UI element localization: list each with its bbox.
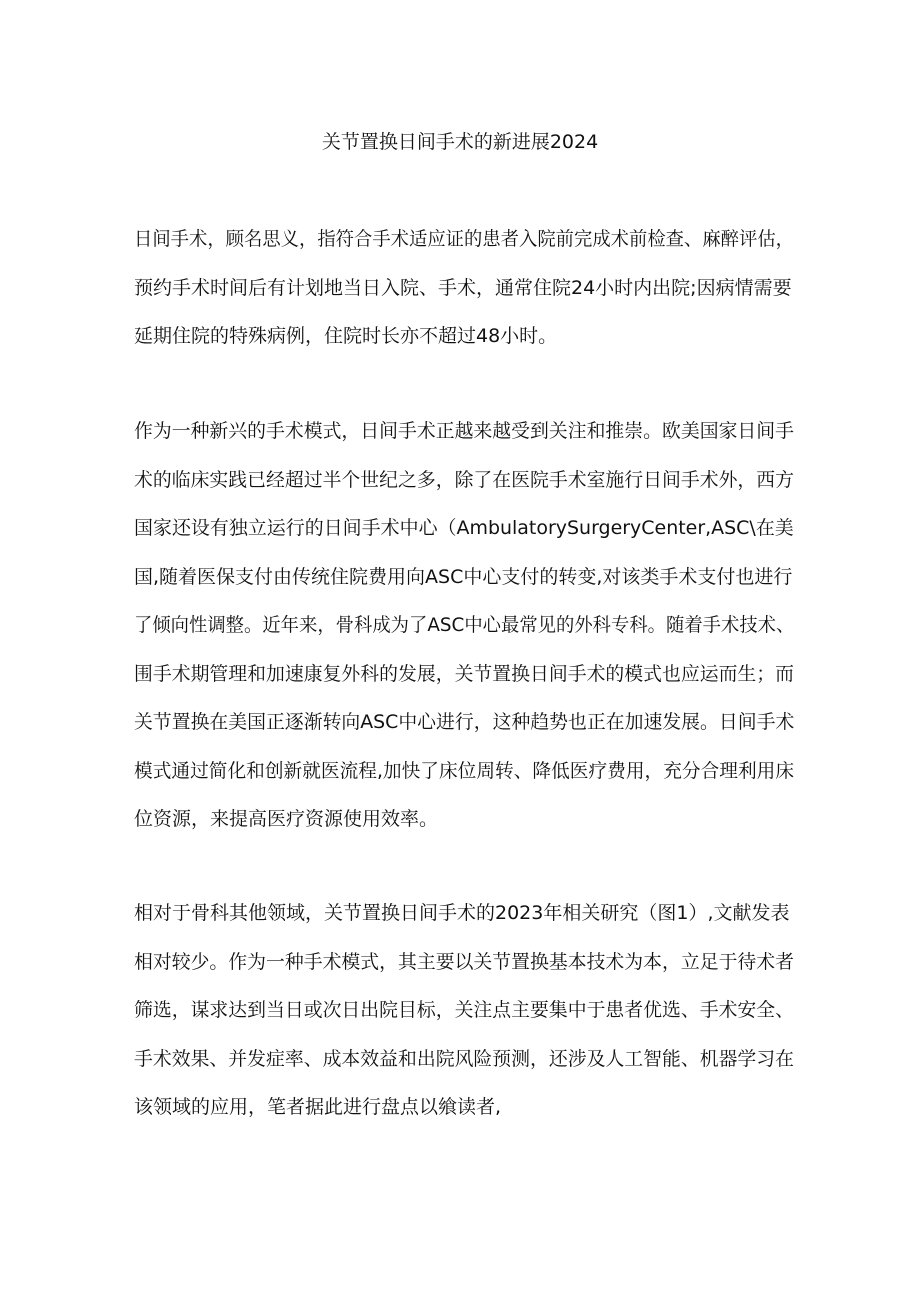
paragraph-line: 国,随着医保支付由传统住院费用向ASC中心支付的转变,对该类手术支付也进行 bbox=[134, 565, 793, 588]
document-title: 关节置换日间手术的新进展2024 bbox=[321, 131, 599, 153]
paragraph-line: 国家还设有独立运行的日间手术中心（AmbulatorySurgeryCenter,ASC\在美 bbox=[134, 517, 794, 539]
paragraph-1 bbox=[134, 215, 794, 361]
paragraph-line: 关节置换在美国正逐渐转向ASC中心进行，这种趋势也正在加速发展。日间手术 bbox=[134, 711, 795, 733]
paragraph-2 bbox=[134, 407, 794, 844]
paragraph-line: 延期住院的特殊病例，住院时长亦不超过48小时。 bbox=[134, 325, 558, 347]
paragraph-line: 术的临床实践已经超过半个世纪之多，除了在医院手术室施行日间手术外，西方 bbox=[134, 468, 795, 491]
paragraph-line: 模式通过简化和创新就医流程,加快了床位周转、降低医疗费用，充分合理利用床 bbox=[134, 759, 795, 782]
paragraph-line: 筛选，谋求达到当日或次日出院目标，关注点主要集中于患者优选、手术安全、 bbox=[134, 999, 795, 1021]
paragraph-line: 日间手术，顾名思义，指符合手术适应证的患者入院前完成术前检查、麻醉评估， bbox=[134, 228, 795, 250]
paragraph-line: 围手术期管理和加速康复外科的发展，关节置换日间手术的模式也应运而生；而 bbox=[134, 662, 795, 685]
paragraph-line: 手术效果、并发症率、成本效益和出院风险预测，还涉及人工智能、机器学习在 bbox=[134, 1047, 795, 1070]
paragraph-line: 作为一种新兴的手术模式，日间手术正越来越受到关注和推崇。欧美国家日间手 bbox=[134, 420, 795, 442]
paragraph-line: 相对于骨科其他领域，关节置换日间手术的2023年相关研究（图1）,文献发表 bbox=[134, 902, 790, 924]
paragraph-line: 预约手术时间后有计划地当日入院、手术，通常住院24小时内出院;因病情需要 bbox=[134, 276, 792, 299]
paragraph-line: 该领域的应用，笔者据此进行盘点以飨读者, bbox=[134, 1096, 502, 1118]
paragraph-3 bbox=[134, 889, 794, 1132]
paragraph-line: 相对较少。作为一种手术模式，其主要以关节置换基本技术为本，立足于待术者 bbox=[134, 950, 795, 973]
paragraph-line: 位资源，来提高医疗资源使用效率。 bbox=[134, 808, 439, 830]
paragraph-line: 了倾向性调整。近年来，骨科成为了ASC中心最常见的外科专科。随着手术技术、 bbox=[134, 614, 795, 636]
